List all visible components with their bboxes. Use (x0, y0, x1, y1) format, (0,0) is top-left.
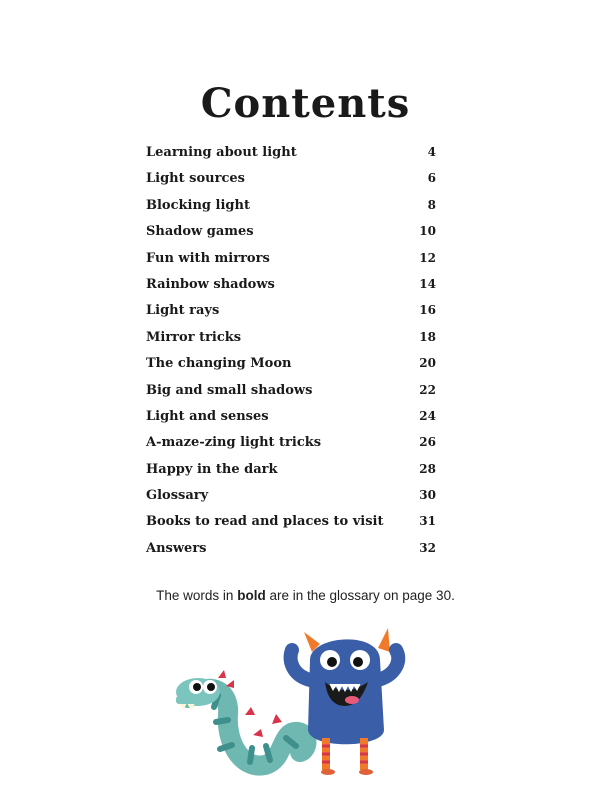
table-of-contents (146, 145, 436, 567)
entry-label: Fun with mirrors (146, 250, 270, 266)
entry-page: 24 (419, 408, 436, 423)
entry-label: Blocking light (146, 197, 250, 213)
entry-page: 18 (419, 329, 436, 344)
list-item (146, 462, 436, 488)
entry-page: 14 (419, 276, 436, 291)
entry-page: 32 (419, 540, 436, 555)
list-item (146, 277, 436, 303)
entry-label: Answers (146, 540, 207, 556)
list-item (146, 251, 436, 277)
note-bold-word: bold (237, 588, 266, 603)
entry-label: Light and senses (146, 408, 269, 424)
entry-label: Rainbow shadows (146, 276, 275, 292)
entry-label: Mirror tricks (146, 329, 242, 345)
entry-page: 4 (427, 145, 436, 159)
list-item (146, 303, 436, 329)
entry-page: 10 (419, 224, 436, 239)
entry-page: 31 (419, 514, 436, 529)
entry-label: Big and small shadows (146, 382, 313, 398)
entry-label: Light sources (146, 171, 245, 187)
entry-label: The changing Moon (146, 356, 292, 372)
list-item (146, 541, 436, 567)
list-item (146, 409, 436, 435)
list-item (146, 514, 436, 540)
list-item (146, 145, 436, 171)
list-item (146, 435, 436, 461)
page-title: Contents (200, 80, 411, 127)
list-item (146, 198, 436, 224)
glossary-note (0, 588, 611, 603)
entry-label: Books to read and places to visit (146, 514, 384, 530)
entry-label: Shadow games (146, 224, 254, 240)
entry-label: Happy in the dark (146, 461, 278, 477)
snake-icon (176, 670, 307, 766)
illustration (170, 620, 430, 795)
entry-page: 8 (427, 197, 436, 212)
entry-page: 6 (427, 171, 436, 186)
entry-page: 28 (419, 461, 436, 476)
list-item (146, 488, 436, 514)
note-text-before: The words in (156, 588, 238, 603)
entry-page: 12 (419, 250, 436, 265)
entry-page: 16 (419, 303, 436, 318)
entry-label: Light rays (146, 303, 220, 319)
entry-label: Learning about light (146, 145, 297, 160)
entry-label: Glossary (146, 488, 209, 504)
entry-label: A-maze-zing light tricks (146, 435, 322, 451)
entry-page: 26 (419, 435, 436, 450)
list-item (146, 356, 436, 382)
note-text-after: are in the glossary on page 30. (265, 588, 455, 603)
list-item (146, 383, 436, 409)
list-item (146, 171, 436, 197)
list-item (146, 330, 436, 356)
entry-page: 30 (419, 488, 436, 503)
list-item (146, 224, 436, 250)
entry-page: 20 (419, 356, 436, 371)
entry-page: 22 (419, 382, 436, 397)
